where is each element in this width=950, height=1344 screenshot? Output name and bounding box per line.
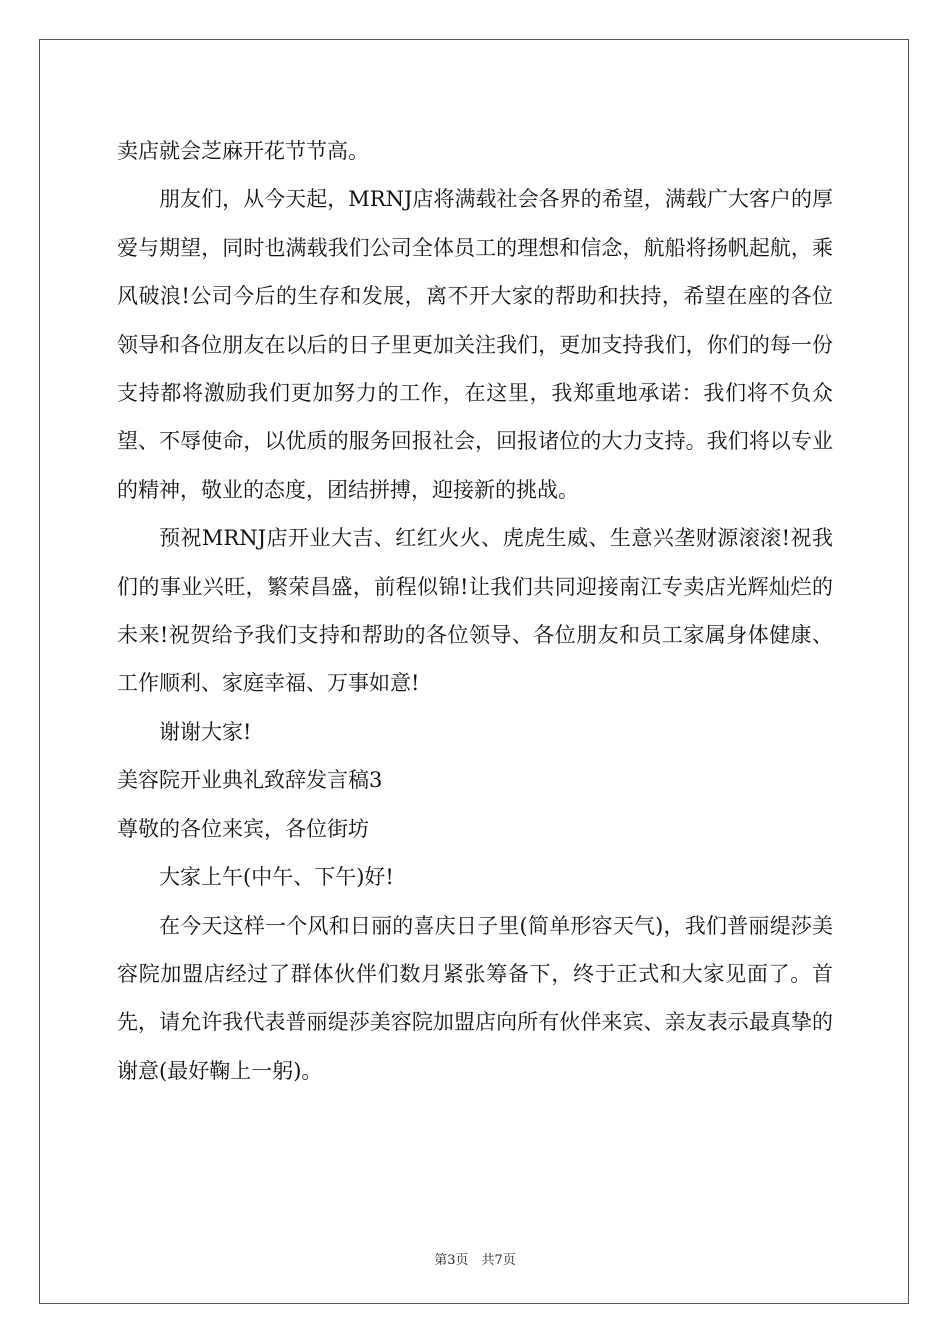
greeting: 大家上午(中午、下午)好! bbox=[159, 865, 394, 890]
paragraph-continuation: 卖店就会芝麻开花节节高。 bbox=[117, 139, 369, 163]
paragraph-opening: 在今天这样一个风和日丽的喜庆日子里(简单形容天气)，我们普丽缇莎美容院加盟店经过了群体伙伴们数月紧张筹备下，终于正式和大家见面了。首先，请允许我代表普丽缇莎美容院加盟店向所有伙伴来宾、亲友表示最真挚的谢意(最好鞠上一躬)。 bbox=[117, 913, 833, 1083]
section-title: 美容院开业典礼致辞发言稿3 bbox=[117, 768, 383, 793]
paragraph-thanks: 谢谢大家! bbox=[159, 719, 252, 744]
salutation: 尊敬的各位来宾，各位街坊 bbox=[117, 816, 369, 841]
paragraph-wishes: 预祝MRNJ店开业大吉、红红火火、虎虎生威、生意兴垄财源滚滚!祝我们的事业兴旺，繁荣昌盛，前程似锦!让我们共同迎接南江专卖店光辉灿烂的未来!祝贺给予我们支持和帮助的各位领导、各位朋友和员工家属身体健康、工作顺利、家庭幸福、万事如意! bbox=[117, 526, 833, 696]
page-number: 第3页 共7页 bbox=[434, 1253, 516, 1268]
paragraph-friends: 朋友们，从今天起，MRNJ店将满载社会各界的希望，满载广大客户的厚爱与期望，同时也满载我们公司全体员工的理想和信念，航船将扬帆起航，乘风破浪!公司今后的生存和发展，离不开大家的帮助和扶持，希望在座的各位领导和各位朋友在以后的日子里更加关注我们，更加支持我们，你们的每一份支持都将激励我们更加努力的工作，在这里，我郑重地承诺：我们将不负众望、不辱使命，以优质的服务回报社会，回报诸位的大力支持。我们将以专业的精神，敬业的态度，团结拼搏，迎接新的挑战。 bbox=[117, 187, 833, 502]
document-body bbox=[117, 127, 833, 1095]
